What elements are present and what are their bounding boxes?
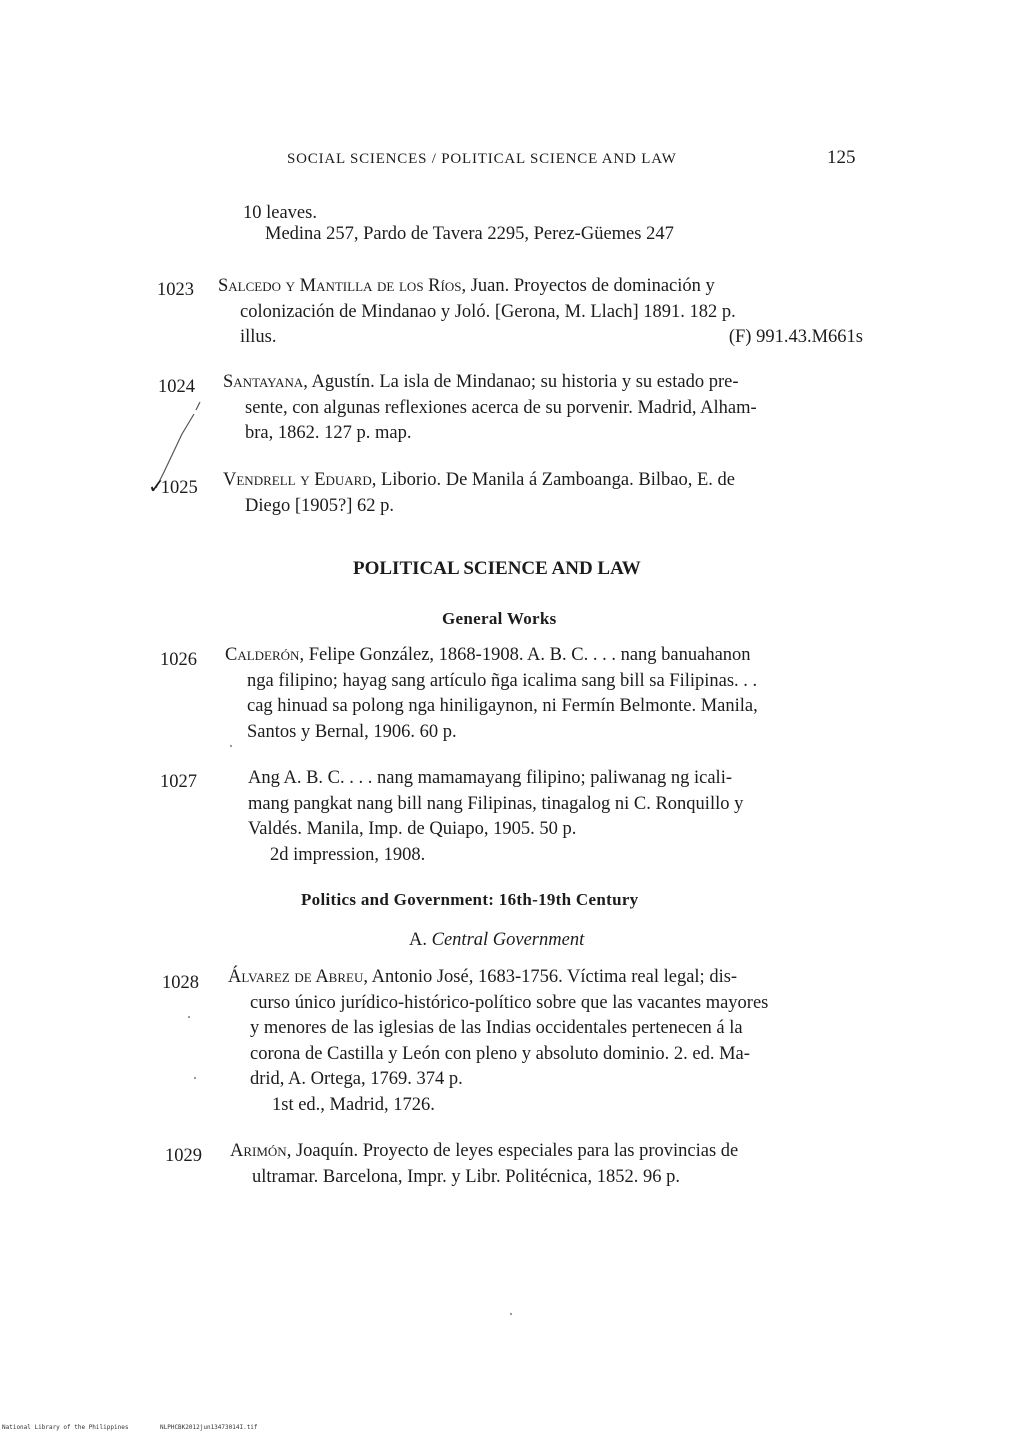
entry-1024 [223, 370, 757, 447]
entry-author: Calderón, [225, 645, 305, 665]
entry-author: Salcedo y Mantilla de los Ríos, [218, 276, 467, 296]
entry-text: Diego [1905?] 62 p. [245, 495, 394, 516]
scan-speck [194, 1077, 196, 1079]
entry-number: 1026 [160, 650, 197, 670]
sub-prefix: A. [409, 930, 427, 950]
entry-number: 1028 [162, 973, 199, 993]
entry-text: Joaquín. Proyecto de leyes especiales para las provincias de [291, 1141, 739, 1161]
subsection-heading: Politics and Government: 16th-19th Century [301, 890, 639, 909]
entry-1027 [248, 766, 743, 868]
entry-text: Juan. Proyectos de dominación y [466, 276, 715, 296]
entry-1026 [225, 643, 758, 745]
entry-text: Antonio José, 1683-1756. Víctima real legal; dis- [367, 967, 738, 987]
entry-text: Agustín. La isla de Mindanao; su historia y su estado pre- [307, 372, 739, 392]
entry-number-text: 1025 [160, 478, 198, 498]
entry-1029 [230, 1139, 738, 1190]
entry-number: 1024 [158, 377, 195, 397]
entry-text: illus. [240, 327, 277, 347]
entry-text: nga filipino; hayag sang artículo ñga icalima sang bill sa Filipinas. . . [247, 670, 758, 691]
entry-text: sente, con algunas reflexiones acerca de su porvenir. Madrid, Alham- [245, 397, 757, 418]
entry-text: cag hinuad sa polong nga hiniligaynon, ni Fermín Belmonte. Manila, [247, 696, 758, 716]
entry-text: mang pangkat nang bill nang Filipinas, tinagalog ni C. Ronquillo y [248, 793, 744, 814]
entry-number: 1023 [157, 280, 194, 300]
footer-filename: NLPHCBK2012jun13473014I.tif [160, 1424, 258, 1431]
running-header: SOCIAL SCIENCES / POLITICAL SCIENCE AND LAW [287, 151, 677, 167]
entry-text: Felipe González, 1868-1908. A. B. C. . . . nang banuahanon [304, 645, 751, 665]
entry-text: bra, 1862. 127 p. map. [245, 423, 412, 443]
entry-author: Santayana, [223, 372, 308, 392]
subsection-heading: General Works [442, 609, 557, 628]
scan-speck [510, 1313, 512, 1315]
entry-text: 2d impression, 1908. [270, 844, 426, 865]
entry-1025 [223, 468, 735, 519]
entry-text: colonización de Mindanao y Joló. [Gerona, M. Llach] 1891. 182 p. [240, 301, 736, 322]
page-number: 125 [827, 147, 856, 168]
entry-text: curso único jurídico-histórico-político sobre que las vacantes mayores [250, 992, 769, 1013]
entry-text: drid, A. Ortega, 1769. 374 p. [250, 1069, 463, 1089]
sub-subsection-heading [409, 928, 584, 954]
scan-speck [230, 745, 232, 747]
entry-text: Ang A. B. C. . . . nang mamamayang filipino; paliwanag ng icali- [248, 768, 732, 788]
entry-text: 1st ed., Madrid, 1726. [272, 1094, 435, 1115]
check-mark-icon: ✓ [148, 474, 165, 498]
entry-number: 1027 [160, 772, 197, 792]
entry-author: Arimón, [230, 1141, 292, 1161]
entry-text: Liborio. De Manila á Zamboanga. Bilbao, E. de [376, 470, 735, 490]
entry-author: Álvarez de Abreu, [228, 967, 368, 987]
entry-author: Vendrell y Eduard, [223, 470, 377, 490]
continuation-line-1: 10 leaves. [243, 203, 317, 223]
entry-text: ultramar. Barcelona, Impr. y Libr. Politécnica, 1852. 96 p. [252, 1166, 680, 1187]
call-number: (F) 991.43.M661s [728, 327, 863, 347]
entry-1028 [228, 965, 768, 1118]
sub-title: Central Government [431, 930, 585, 950]
entry-number: 1029 [165, 1146, 202, 1166]
scan-speck [188, 1016, 190, 1018]
entry-text: Santos y Bernal, 1906. 60 p. [247, 721, 457, 742]
section-heading: POLITICAL SCIENCE AND LAW [353, 558, 641, 579]
entry-1023 [218, 274, 863, 351]
entry-number [148, 474, 198, 499]
entry-text: corona de Castilla y León con pleno y absoluto dominio. 2. ed. Ma- [250, 1043, 750, 1064]
continuation-line-2: Medina 257, Pardo de Tavera 2295, Perez-Güemes 247 [265, 224, 674, 244]
entry-text: y menores de las iglesias de las Indias occidentales pertenecen á la [250, 1018, 743, 1038]
entry-text: Valdés. Manila, Imp. de Quiapo, 1905. 50 p. [248, 819, 577, 839]
footer-library: National Library of the Philippines [2, 1424, 129, 1431]
